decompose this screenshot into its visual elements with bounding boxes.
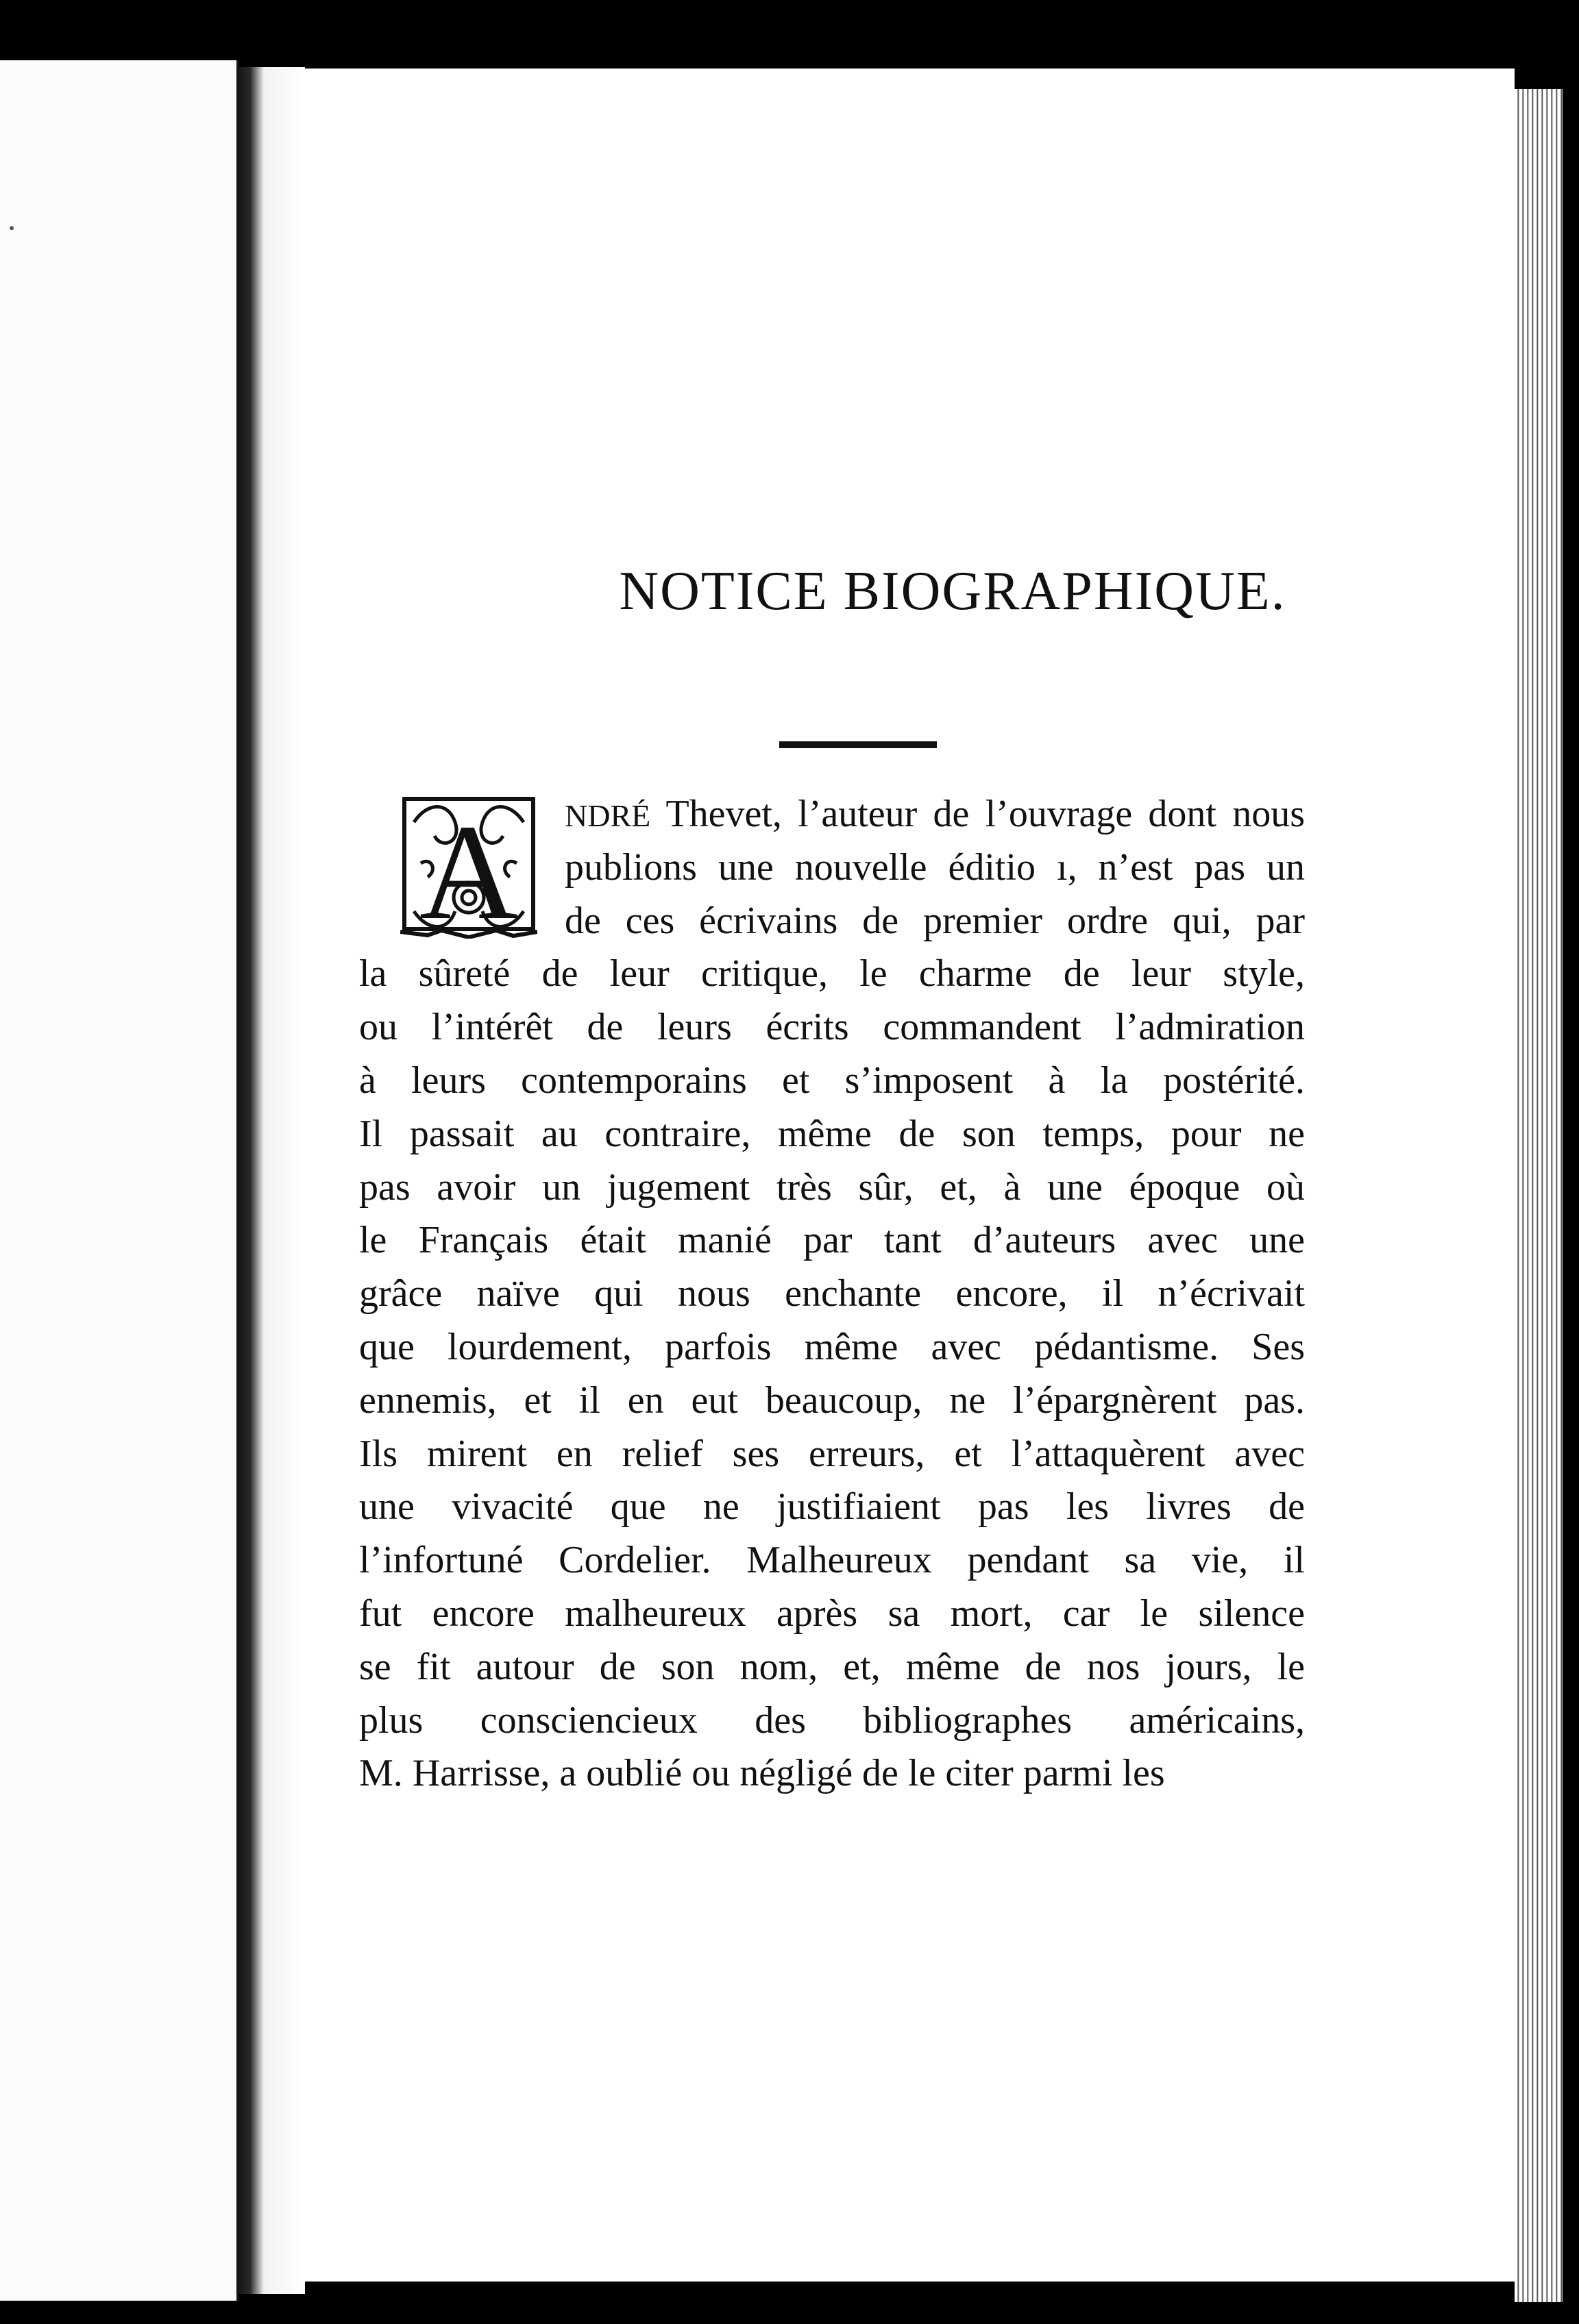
text-line: à leurs contemporains et s’imposent à la postérité. [359, 1059, 1305, 1102]
text-line: ennemis, et il en eut beaucoup, ne l’épargnèrent pas. [359, 1379, 1305, 1422]
scan-speck [1379, 14, 1384, 30]
text-line: Ils mirent en relief ses erreurs, et l’attaquèrent avec [359, 1432, 1305, 1475]
facing-page [0, 60, 238, 2301]
title-rule [779, 741, 937, 748]
book-gutter [236, 67, 305, 2294]
text-line: plus consciencieux des bibliographes américains, [359, 1698, 1305, 1742]
text-line: de ces écrivains de premier ordre qui, par [565, 899, 1305, 942]
page-title: NOTICE BIOGRAPHIQUE. [619, 561, 1286, 621]
body-text [359, 788, 1305, 1801]
text-line: publions une nouvelle éditio ı, n’est pas un [565, 845, 1305, 889]
text-line: ou l’intérêt de leurs écrits commandent l’admiration [359, 1006, 1305, 1049]
text-line: que lourdement, parfois même avec pédantisme. Ses [359, 1325, 1305, 1368]
text-line: une vivacité que ne justifiaient pas les livres de [359, 1485, 1305, 1529]
page-edges [1515, 89, 1563, 2302]
text-line: M. Harrisse, a oublié ou négligé de le citer parmi les [359, 1752, 1165, 1795]
dropcap-letter: A [419, 797, 519, 939]
text-line: pas avoir un jugement très sûr, et, à une époque où [359, 1165, 1305, 1209]
text-line: la sûreté de leur critique, le charme de leur style, [359, 952, 1305, 996]
text-line: grâce naïve qui nous enchante encore, il n’écrivait [359, 1272, 1305, 1315]
scan-speck [10, 226, 14, 230]
text-line: NDRÉ Thevet, l’auteur de l’ouvrage dont nous [565, 793, 1305, 835]
first-word-rest: NDRÉ [565, 798, 651, 833]
text-line: Il passait au contraire, même de son temps, pour ne [359, 1112, 1305, 1155]
text-line: se fit autour de son nom, et, même de nos jours, le [359, 1645, 1305, 1688]
text-line: l’infortuné Cordelier. Malheureux pendant sa vie, il [359, 1539, 1305, 1582]
text-line: le Français était manié par tant d’auteurs avec une [359, 1219, 1305, 1262]
text-line: fut encore malheureux après sa mort, car le silence [359, 1592, 1305, 1635]
